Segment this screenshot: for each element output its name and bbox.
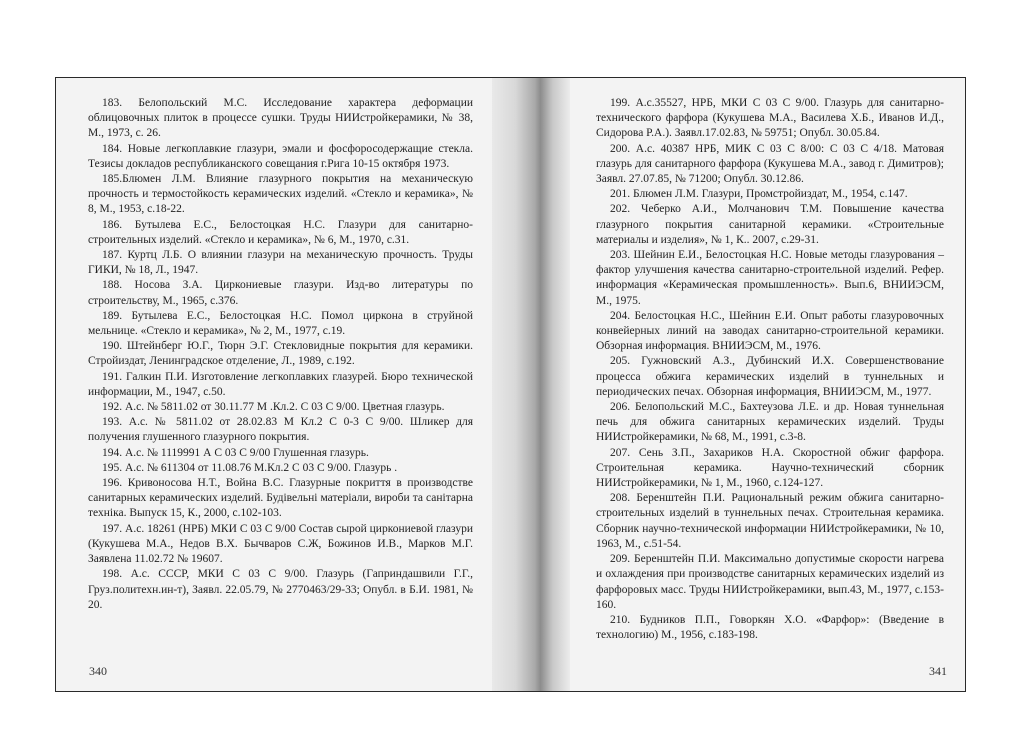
- reference-entry: 192. А.с. № 5811.02 от 30.11.77 М .Кл.2. С 03 С 9/00. Цветная глазурь.: [102, 401, 445, 414]
- reference-entry: 193. А.с. № 5811.02 от 28.02.83 М Кл.2 С 0-3 С 9/00. Шликер для получения глушенного глазурного покрытия.: [88, 416, 473, 444]
- right-page: [570, 78, 965, 691]
- reference-entry: 205. Гужновский А.З., Дубинский И.Х. Совершенствование процесса обжига керамических изделий в туннельных и периодических печах. Обзорная информация, ВНИИЭСМ, М., 1977.: [596, 355, 944, 398]
- right-page-entries: [596, 96, 944, 643]
- reference-entry: 191. Галкин П.И. Изготовление легкоплавких глазурей. Бюро технической информации, М., 1947, с.50.: [88, 370, 473, 398]
- left-page: [56, 78, 492, 691]
- reference-entry: 199. А.с.35527, НРБ, МКИ С 03 С 9/00. Глазурь для санитарно-технического фарфора (Кукушева М.А., Василева Х.Б., Иванов И.Д., Сидорова Р.А.). Заявл.17.02.83, № 59751; Опубл. 30.05.84.: [596, 97, 944, 140]
- reference-entry: 196. Кривоносова Н.Т., Война В.С. Глазурные покриття в производстве санитарных керамических изделий. Будівельні матеріали, вироби та санітарна техніка. Выпуск 15, К., 2000, с.102-103.: [88, 477, 473, 520]
- reference-entry: 188. Носова З.А. Циркониевые глазури. Изд-во литературы по строительству, М., 1965, с.376.: [88, 279, 473, 307]
- reference-entry: 187. Куртц Л.Б. О влиянии глазури на механическую прочность. Труды ГИКИ, № 18, Л., 1947.: [88, 249, 473, 277]
- reference-entry: 198. А.с. СССР, МКИ С 03 С 9/00. Глазурь (Гаприндашвили Г.Г., Груз.политехн.ин-т), Заявл. 22.05.79, № 2770463/29-33; Опубл. в Б.И. 1981, № 20.: [88, 568, 473, 611]
- book-gutter: [492, 78, 570, 691]
- reference-entry: 209. Беренштейн П.И. Максимально допустимые скорости нагрева и охлаждения при производстве санитарных керамических изделий из фарфоровых масс. Труды НИИстройкерамики, вып.43, М., 1977, с.153-160.: [596, 553, 944, 611]
- reference-entry: 201. Блюмен Л.М. Глазури, Промстройиздат, М., 1954, с.147.: [610, 188, 908, 201]
- reference-entry: 185.Блюмен Л.М. Влияние глазурного покрытия на механическую прочность и термостойкость керамических изделий. «Стекло и керамика», № 8, М., 1953, с.18-22.: [88, 173, 473, 216]
- reference-entry: 202. Чеберко А.И., Молчанович Т.М. Повышение качества глазурного покрытия санитарной керамики. «Строительные материалы и изделия», № 1, К.. 2007, с.29-31.: [596, 203, 944, 246]
- reference-entry: 197. А.с. 18261 (НРБ) МКИ С 03 С 9/00 Состав сырой циркониевой глазури (Кукушева М.А., Недов В.Х. Бычваров С.Ж, Божинов И.В., Марков М.Г. Заявлена 11.02.72 № 19607.: [88, 522, 473, 566]
- page-number-right: 341: [929, 664, 947, 678]
- reference-entry: 204. Белостоцкая Н.С., Шейнин Е.И. Опыт работы глазуровочных конвейерных линий на заводах санитарно-строительной керамики. Обзорная информация. ВНИИЭСМ, М., 1976.: [596, 309, 944, 353]
- reference-entry: 189. Бутылева Е.С., Белостоцкая Н.С. Помол циркона в струйной мельнице. «Стекло и керамика», № 2, М., 1977, с.19.: [88, 309, 473, 338]
- page-number-left: 340: [89, 664, 107, 678]
- reference-entry: 203. Шейнин Е.И., Белостоцкая Н.С. Новые методы глазурования – фактор улучшения качества санитарно-строительной изделий. Рефер. информация «Керамическая промышленность». Вып.6, ВНИИЭСМ, М., 1975.: [596, 249, 944, 307]
- reference-entry: 200. А.с. 40387 НРБ, МИК С 03 С 8/00: С 03 С 4/18. Матовая глазурь для санитарного фарфора (Кукушева М.А., завод г. Димитров); Заявл. 27.07.85, № 71200; Опубл. 30.12.86.: [596, 142, 944, 186]
- reference-entry: 207. Сень З.П., Захариков Н.А. Скоростной обжиг фарфора. Строительная керамика. Научно-технический сборник НИИстройкерамики, № 1, М., 1960, с.124-127.: [596, 446, 944, 490]
- reference-entry: 206. Белопольский М.С., Бахтеузова Л.Е. и др. Новая туннельная печь для обжига санитарных керамических изделий. Труды НИИстройкерамики, № 68, М., 1991, с.3-8.: [596, 401, 944, 444]
- book-spread: [55, 77, 966, 692]
- reference-entry: 186. Бутылева Е.С., Белостоцкая Н.С. Глазури для санитарно-строительных изделий. «Стекло и керамика», № 6, М., 1970, с.31.: [88, 218, 473, 246]
- reference-entry: 194. А.с. № 1119991 А С 03 С 9/00 Глушенная глазурь.: [102, 446, 369, 459]
- reference-entry: 183. Белопольский М.С. Исследование характера деформации облицовочных плиток в процессе сушки. Труды НИИстройкерамики, № 38, М., 1973, с. 26.: [88, 97, 473, 140]
- reference-entry: 184. Новые легкоплавкие глазури, эмали и фосфоросодержащие стекла. Тезисы докладов республиканского совещания г.Рига 10-15 октября 1973.: [88, 142, 473, 170]
- left-page-entries: [88, 96, 473, 613]
- reference-entry: 190. Штейнберг Ю.Г., Тюрн Э.Г. Стекловидные покрытия для керамики. Стройиздат, Ленинградское отделение, Л., 1989, с.192.: [88, 340, 473, 368]
- reference-entry: 210. Будников П.П., Говоркян Х.О. «Фарфор»: (Введение в технологию) М., 1956, с.183-198.: [596, 613, 944, 642]
- reference-entry: 195. А.с. № 611304 от 11.08.76 М.Кл.2 С 03 С 9/00. Глазурь .: [102, 461, 398, 474]
- reference-entry: 208. Беренштейн П.И. Рациональный режим обжига санитарно-строительных изделий в туннельных печах. Строительная керамика. Сборник научно-технической информации НИИстройкерамики, № 10, 1963, М., с.51-54.: [596, 492, 944, 550]
